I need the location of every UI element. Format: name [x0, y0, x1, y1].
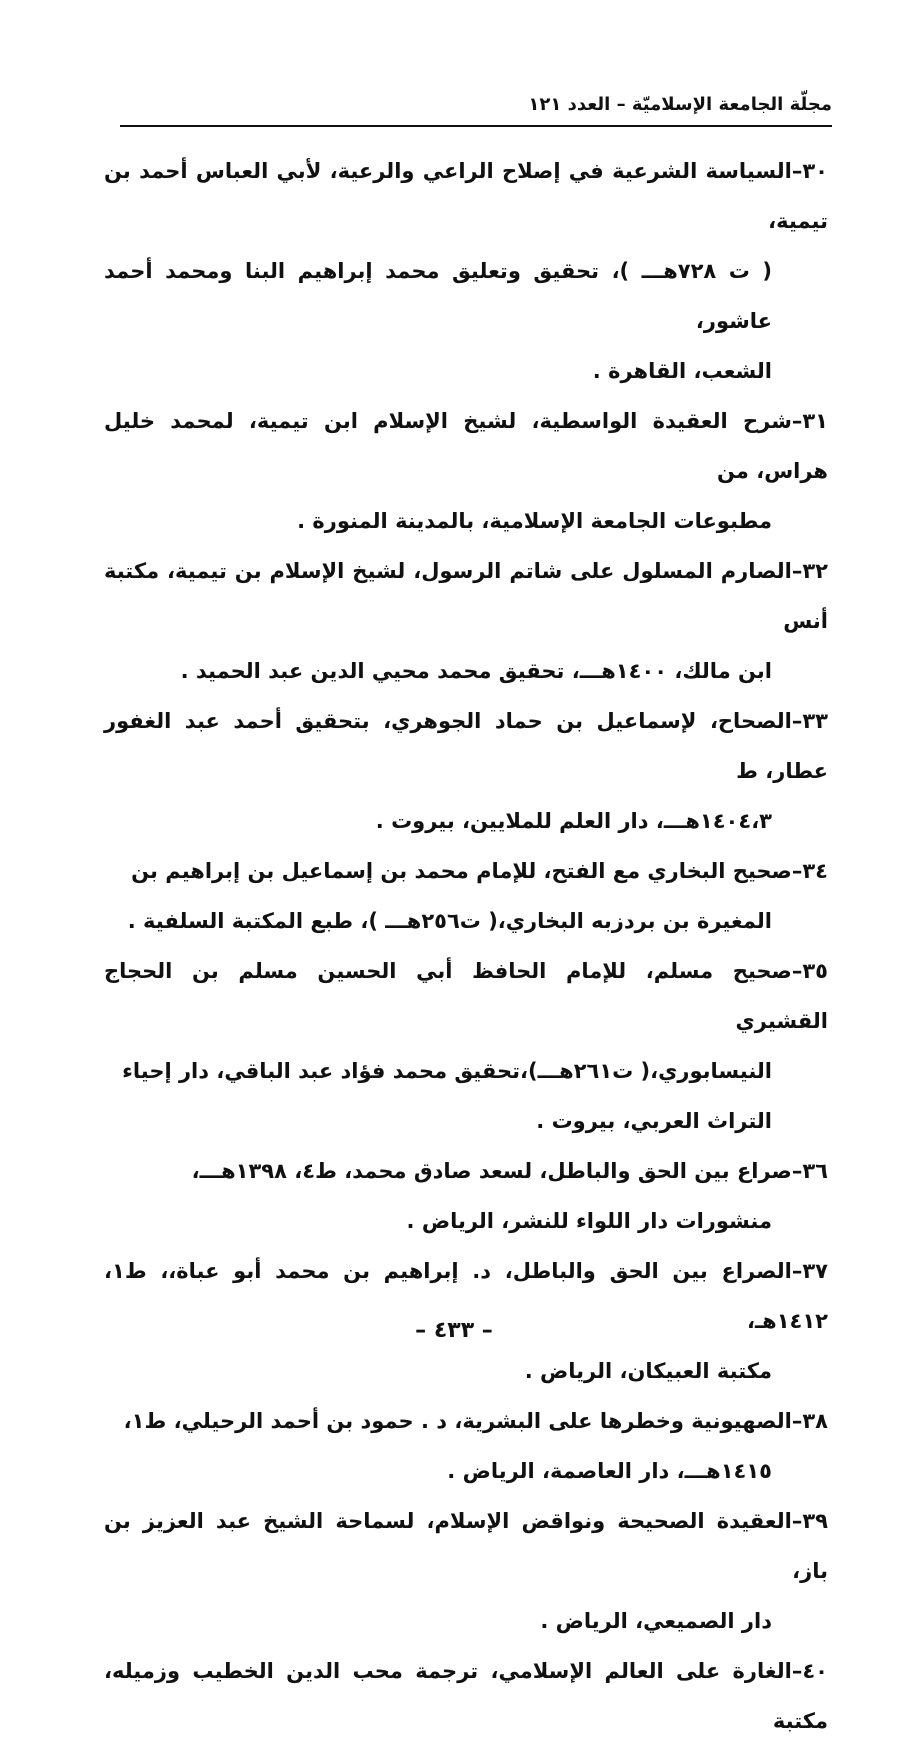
reference-item — [104, 146, 828, 396]
reference-text: التراث العربي، بيروت . — [536, 1109, 772, 1133]
reference-list — [104, 146, 828, 1746]
reference-number: ٣٢– — [791, 559, 828, 583]
reference-text: العقيدة الصحيحة ونواقض الإسلام، لسماحة الشيخ عبد العزيز بن باز، — [104, 1509, 828, 1583]
reference-number: ٣٠– — [791, 159, 828, 183]
reference-number: ٤٠– — [791, 1659, 828, 1683]
reference-item — [104, 1146, 828, 1246]
reference-number: ٣١– — [791, 409, 828, 433]
reference-number: ٣٤– — [791, 859, 828, 883]
reference-text: دار الصميعي، الرياض . — [540, 1609, 772, 1633]
reference-number: ٣٩– — [791, 1509, 828, 1533]
reference-item — [104, 946, 828, 1146]
journal-header: مجلّة الجامعة الإسلاميّة – العدد ١٢١ — [528, 94, 832, 115]
reference-text: المغيرة بن بردزبه البخاري،( ت٢٥٦هـــ )، طبع المكتبة السلفية . — [127, 909, 772, 933]
reference-text: شرح العقيدة الواسطية، لشيخ الإسلام ابن تيمية، لمحمد خليل هراس، من — [104, 409, 828, 483]
reference-number: ٣٧– — [791, 1259, 828, 1283]
reference-text: ١٤٠٤،٣هـــ، دار العلم للملايين، بيروت . — [375, 809, 772, 833]
reference-text: صراع بين الحق والباطل، لسعد صادق محمد، ط٤، ١٣٩٨هـــ، — [191, 1159, 792, 1183]
page-number: – ٤٣٣ – — [415, 1318, 493, 1343]
reference-text: صحيح البخاري مع الفتح، للإمام محمد بن إسماعيل بن إبراهيم بن — [131, 859, 792, 883]
reference-text: الصهيونية وخطرها على البشرية، د . حمود بن أحمد الرحيلي، ط١، — [123, 1409, 792, 1433]
reference-item — [104, 1646, 828, 1746]
reference-text: ابن مالك، ١٤٠٠هـــ، تحقيق محمد محيي الدين عبد الحميد . — [180, 659, 772, 683]
reference-text: منشورات دار اللواء للنشر، الرياض . — [406, 1209, 772, 1233]
reference-number: ٣٥– — [791, 959, 828, 983]
reference-item — [104, 546, 828, 696]
reference-item — [104, 696, 828, 846]
reference-number: ٣٣– — [791, 709, 828, 733]
reference-item — [104, 1396, 828, 1496]
header-divider — [120, 125, 832, 127]
reference-text: الصارم المسلول على شاتم الرسول، لشيخ الإسلام بن تيمية، مكتبة أنس — [104, 559, 828, 633]
reference-item — [104, 846, 828, 946]
reference-text: مكتبة العبيكان، الرياض . — [524, 1359, 772, 1383]
reference-number: ٣٦– — [791, 1159, 828, 1183]
reference-text: السياسة الشرعية في إصلاح الراعي والرعية، لأبي العباس أحمد بن تيمية، — [104, 159, 828, 233]
reference-text: ( ت ٧٢٨هـــ )، تحقيق وتعليق محمد إبراهيم البنا ومحمد أحمد عاشور، — [104, 259, 772, 333]
reference-text: الصحاح، لإسماعيل بن حماد الجوهري، بتحقيق أحمد عبد الغفور عطار، ط — [104, 709, 828, 783]
reference-item — [104, 396, 828, 546]
reference-text: ١٤١٥هـــ، دار العاصمة، الرياض . — [447, 1459, 772, 1483]
reference-text: النيسابوري،( ت٢٦١هـــ)،تحقيق محمد فؤاد عبد الباقي، دار إحياء — [122, 1059, 772, 1083]
reference-item — [104, 1496, 828, 1646]
reference-text: الغارة على العالم الإسلامي، ترجمة محب الدين الخطيب وزميله، مكتبة — [104, 1659, 828, 1733]
reference-text: الصراع بين الحق والباطل، د. إبراهيم بن محمد أبو عباة،، ط١، ١٤١٢هـ، — [104, 1259, 828, 1333]
reference-text: مطبوعات الجامعة الإسلامية، بالمدينة المنورة . — [297, 509, 772, 533]
reference-text: صحيح مسلم، للإمام الحافظ أبي الحسين مسلم بن الحجاج القشيري — [104, 959, 828, 1033]
reference-text: الشعب، القاهرة . — [592, 359, 772, 383]
reference-number: ٣٨– — [791, 1409, 828, 1433]
